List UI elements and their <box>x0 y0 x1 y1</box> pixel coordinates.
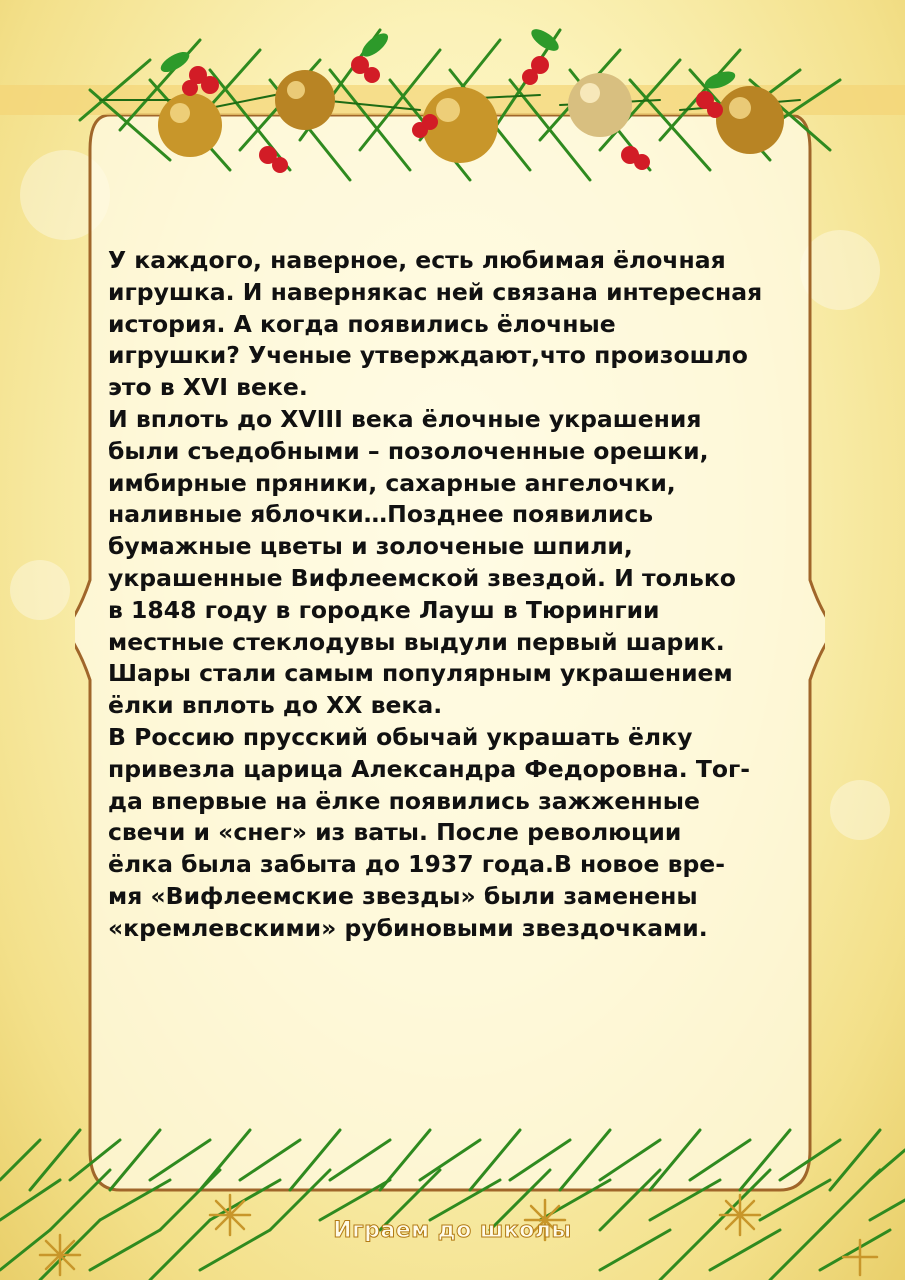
brand-logo-text: Играем до школы <box>333 1218 572 1243</box>
story-text <box>108 245 828 945</box>
top-pine-garland <box>0 0 905 205</box>
bokeh-light <box>10 560 70 620</box>
bottom-pine-border <box>0 1120 905 1280</box>
bokeh-light <box>830 780 890 840</box>
holly-leaf-icon <box>158 25 738 92</box>
paragraph-russia: В Россию прусский обычай украшать ёлку привезла царица Александра Федоровна. Тог- да впервые на ёлке появились зажженные свечи и «снег» из ваты. После революции ёлка была забыта до 1937 года.В новое вре- мя «Вифлеемские звезды» были заменены «кремлевскими» рубиновыми звездочками. <box>108 722 751 942</box>
paragraph-intro: У каждого, наверное, есть любимая ёлочная игрушка. И навернякас ней связана интересная история. А когда появились ёлочные игрушки? Ученые утверждают,что произошло это в XVI веке. <box>108 246 763 402</box>
paragraph-history: И вплоть до XVIII века ёлочные украшения были съедобными – позолоченные орешки, имбирные пряники, сахарные ангелочки, наливные яблочки…Позднее появились бумажные цветы и золоченые шпили, украшенные Вифлеемской звездой. И только в 1848 году в городке Лауш в Тюрингии местные стеклодувы выдули первый шарик. Шары стали самым популярным украшением ёлки вплоть до XX века. <box>108 404 736 720</box>
